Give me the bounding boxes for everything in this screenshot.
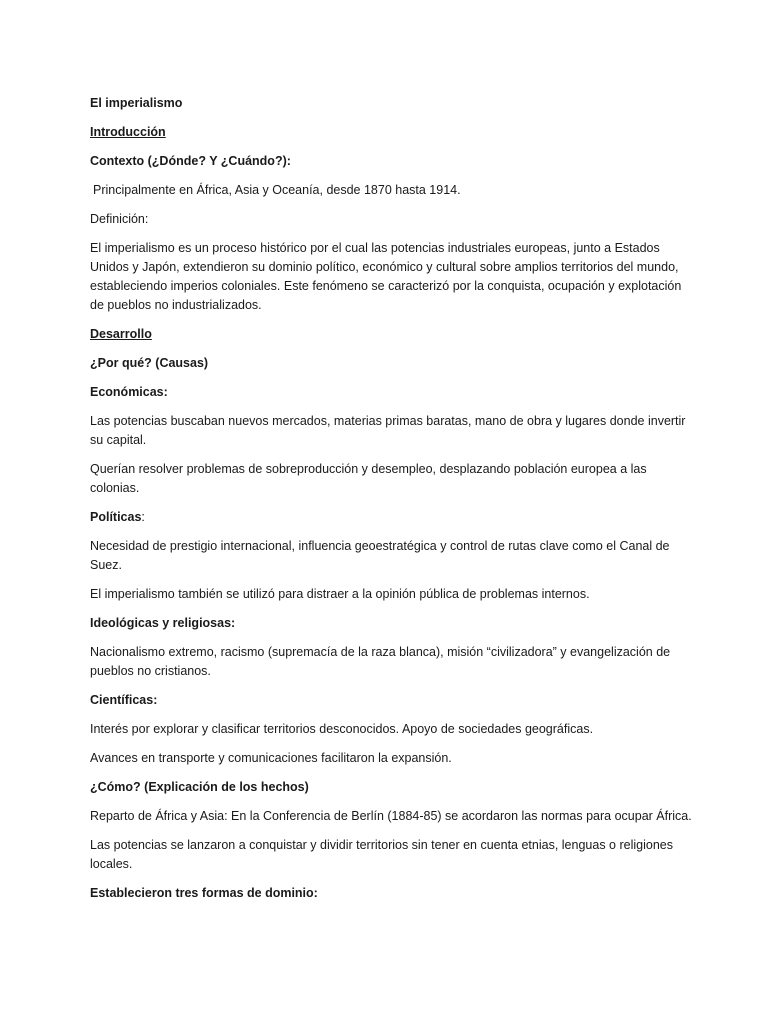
definition-label: Definición: [90, 212, 149, 226]
economic-paragraph: Las potencias buscaban nuevos mercados, materias primas baratas, mano de obra y lugares donde invertir su capital. [90, 414, 686, 447]
development-heading: Desarrollo [90, 327, 152, 341]
political-paragraph: Necesidad de prestigio internacional, influencia geoestratégica y control de rutas clave como el Canal de Suez. [90, 539, 670, 572]
how-heading: ¿Cómo? (Explicación de los hechos) [90, 780, 309, 794]
scientific-heading: Científicas: [90, 693, 158, 707]
political-heading-line [90, 508, 696, 527]
political-paragraph: El imperialismo también se utilizó para distraer a la opinión pública de problemas internos. [90, 587, 590, 601]
ideological-heading: Ideológicas y religiosas: [90, 616, 236, 630]
context-text: Principalmente en África, Asia y Oceanía, desde 1870 hasta 1914. [93, 183, 461, 197]
scientific-paragraph: Avances en transporte y comunicaciones facilitaron la expansión. [90, 751, 452, 765]
scientific-paragraph: Interés por explorar y clasificar territorios desconocidos. Apoyo de sociedades geográficas. [90, 722, 594, 736]
why-heading: ¿Por qué? (Causas) [90, 356, 209, 370]
document-title: El imperialismo [90, 96, 183, 110]
intro-heading: Introducción [90, 125, 166, 139]
political-colon: : [141, 510, 145, 524]
economic-paragraph: Querían resolver problemas de sobreproducción y desempleo, desplazando población europea a las colonias. [90, 462, 647, 495]
how-paragraph: Las potencias se lanzaron a conquistar y dividir territorios sin tener en cuenta etnias, lenguas o religiones locales. [90, 838, 673, 871]
ideological-paragraph: Nacionalismo extremo, racismo (supremacía de la raza blanca), misión “civilizadora” y evangelización de pueblos no cristianos. [90, 645, 671, 678]
how-paragraph: Reparto de África y Asia: En la Conferencia de Berlín (1884-85) se acordaron las normas para ocupar África. [90, 809, 692, 823]
political-heading: Políticas [90, 510, 142, 524]
economic-heading: Económicas: [90, 385, 168, 399]
forms-heading: Establecieron tres formas de dominio: [90, 886, 318, 900]
context-heading: Contexto (¿Dónde? Y ¿Cuándo?): [90, 154, 291, 168]
definition-text: El imperialismo es un proceso histórico por el cual las potencias industriales europeas, junto a Estados Unidos y Japón, extendieron su dominio político, económico y cultural sobre amplios territorios del mundo, estableciendo imperios coloniales. Este fenómeno se caracterizó por la conquista, ocupación y explotación de pueblos no industrializados. [90, 241, 682, 312]
